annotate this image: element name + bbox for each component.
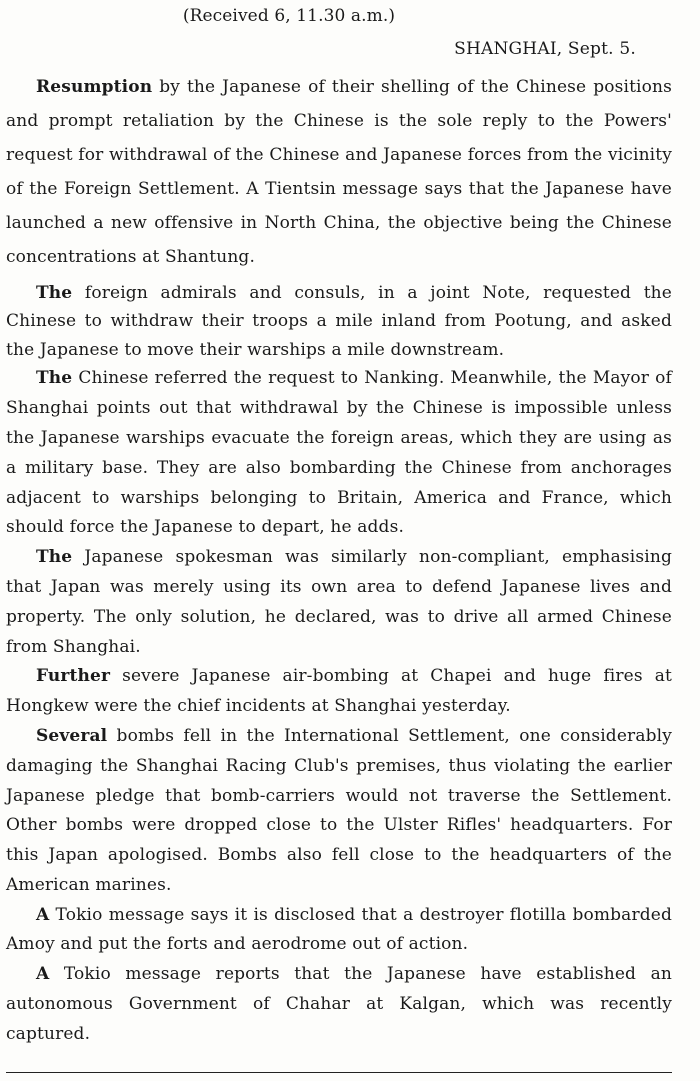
paragraph-6 <box>6 722 672 901</box>
received-line: (Received 6, 11.30 a.m.) <box>182 6 396 26</box>
dateline: SHANGHAI, Sept. 5. <box>454 39 636 59</box>
paragraph-7 <box>6 901 672 961</box>
paragraph-1-text: by the Japanese of their shelling of the Chinese positions and prompt retaliation by the Chinese is the sole reply to the Powers' request for withdrawal of the Chinese and Japanese forces from the vicinity of the Foreign Settlement. A Tientsin message says that the Japanese have launched a new offensive in North China, the objective being the Chinese concentrations at Shantung. <box>6 77 672 268</box>
paragraph-7-text: Tokio message says it is disclosed that a destroyer flotilla bombarded Amoy and put the forts and aerodrome out of action. <box>6 904 672 955</box>
paragraph-1 <box>6 70 672 275</box>
paragraph-8-lead: A <box>36 964 50 985</box>
bottom-rule <box>6 1072 672 1073</box>
paragraph-3-text: Chinese referred the request to Nanking. Meanwhile, the Mayor of Shanghai points out that withdrawal by the Chinese is impossible unless the Japanese warships evacuate the foreign areas, which they are using as a military base. They are also bombarding the Chinese from anchorages adjacent to warships belonging to Britain, America and France, which should force the Japanese to depart, he adds. <box>6 368 672 538</box>
paragraph-7-lead: A <box>36 904 50 925</box>
paragraph-2-text: foreign admirals and consuls, in a joint Note, requested the Chinese to withdraw their troops a mile inland from Pootung, and asked the Japanese to move their warships a mile downstream. <box>6 282 672 360</box>
newspaper-clipping <box>6 0 672 1081</box>
paragraph-8-text: Tokio message reports that the Japanese have established an autonomous Government of Chahar at Kalgan, which was recently captured. <box>6 964 672 1044</box>
paragraph-4 <box>6 543 672 662</box>
article-body <box>6 70 672 1050</box>
paragraph-8 <box>6 960 672 1049</box>
paragraph-4-lead: The <box>36 547 73 568</box>
paragraph-5-text: severe Japanese air-bombing at Chapei and huge fires at Hongkew were the chief incidents at Shanghai yesterday. <box>6 666 672 717</box>
paragraph-6-lead: Several <box>36 725 108 746</box>
paragraph-5 <box>6 662 672 722</box>
paragraph-3 <box>6 364 672 543</box>
paragraph-5-lead: Further <box>36 666 111 687</box>
paragraph-2 <box>6 279 672 365</box>
paragraph-6-text: bombs fell in the International Settlement, one considerably damaging the Shanghai Racing Club's premises, thus violating the earlier Japanese pledge that bomb-carriers would not traverse the Settlement. Other bombs were dropped close to the Ulster Rifles' headquarters. For this Japan apologised. Bombs also fell close to the headquarters of the American marines. <box>6 725 672 895</box>
paragraph-3-lead: The <box>36 368 73 389</box>
paragraph-2-lead: The <box>36 282 73 303</box>
paragraph-1-lead: Resumption <box>36 77 153 97</box>
paragraph-4-text: Japanese spokesman was similarly non-compliant, emphasising that Japan was merely using its own area to defend Japanese lives and property. The only solution, he declared, was to drive all armed Chinese from Shanghai. <box>6 547 672 657</box>
